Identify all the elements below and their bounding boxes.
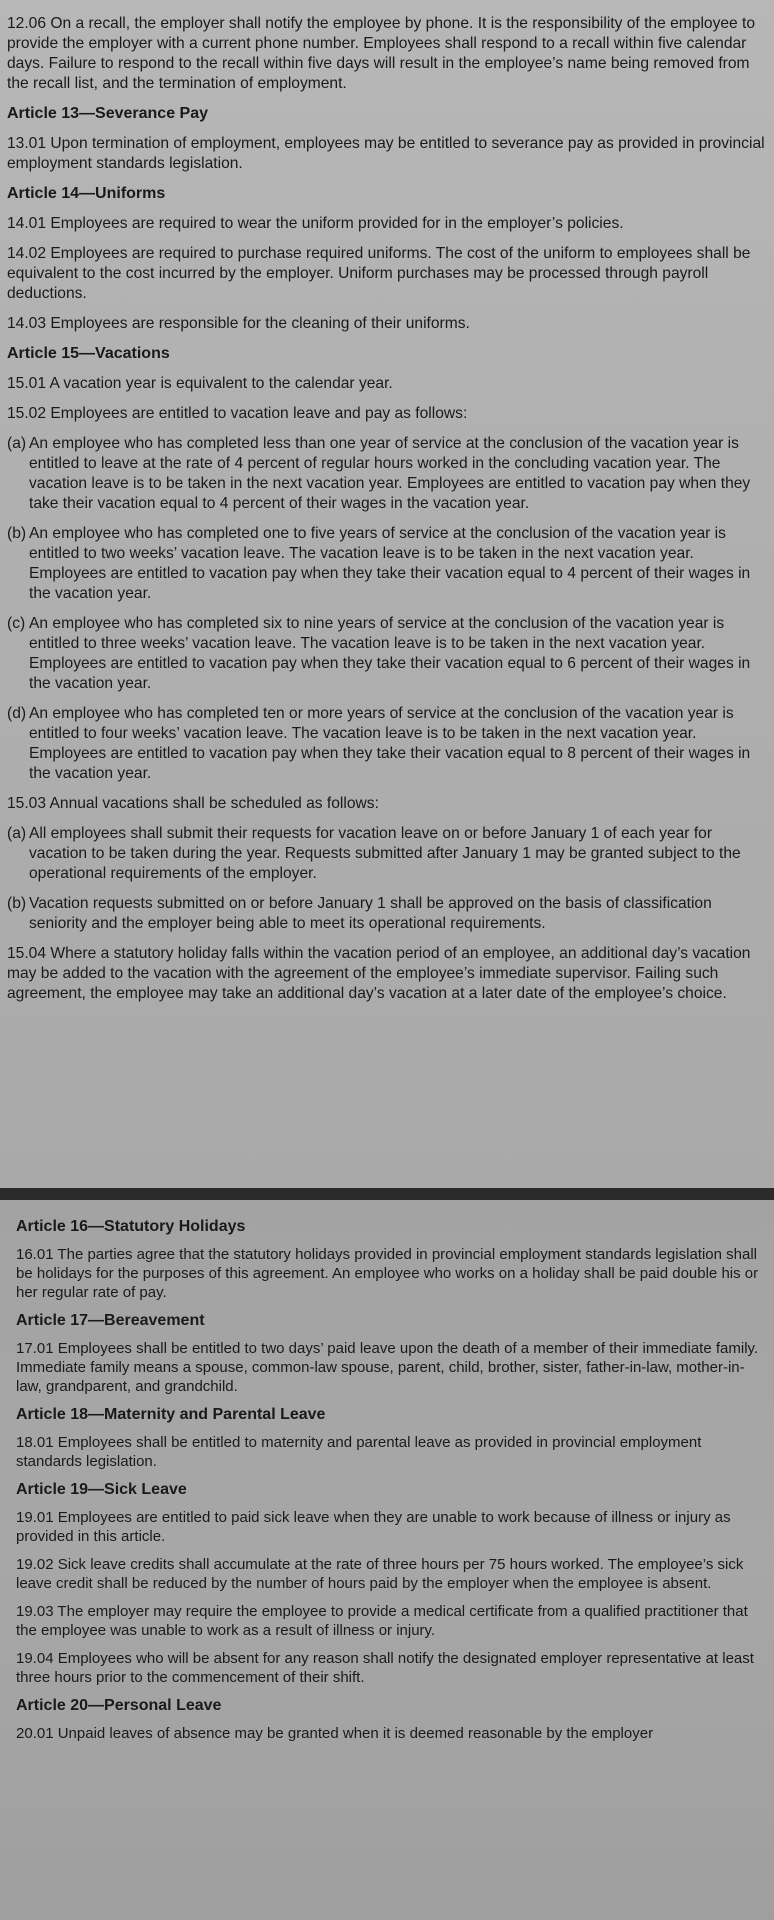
clause-paragraph: 20.01 Unpaid leaves of absence may be granted when it is deemed reasonable by the employer — [16, 1725, 654, 1742]
list-item-text: An employee who has completed less than one year of service at the conclusion of the vacation year is entitled to leave at the rate of 4 percent of regular hours worked in the concluding vacation year. The vacation leave is to be taken in the next vacation year. Employees are entitled to vacation pay when they take their vacation equal to 4 percent of their wages in the vacation year. — [29, 435, 751, 512]
article-heading: Article 20—Personal Leave — [16, 1697, 222, 1714]
article-heading: Article 17—Bereavement — [16, 1312, 205, 1329]
list-item-text: An employee who has completed one to five years of service at the conclusion of the vacation year is entitled to two weeks’ vacation leave. The vacation leave is to be taken in the next vacation year. Employees are entitled to vacation pay when they take their vacation equal to 4 percent of their wages in the vacation year. — [29, 525, 751, 602]
clause-paragraph: 12.06 On a recall, the employer shall notify the employee by phone. It is the responsibility of the employee to provide the employer with a current phone number. Employees shall respond to a recall within five calendar days. Failure to respond to the recall within five days will result in the employee’s name being removed from the recall list, and the termination of employment. — [7, 15, 756, 92]
document-page-2 — [0, 1200, 774, 1920]
list-item-label: (b) — [7, 525, 27, 542]
clause-paragraph: 19.04 Employees who will be absent for any reason shall notify the designated employer representative at least three hours prior to the commencement of their shift. — [16, 1650, 754, 1686]
list-item — [7, 614, 770, 694]
article-heading: Article 13—Severance Pay — [7, 105, 209, 122]
clause-paragraph: 15.04 Where a statutory holiday falls within the vacation period of an employee, an additional day’s vacation may be added to the vacation with the agreement of the employee’s immediate supervisor. Failing such agreement, the employee may take an additional day’s vacation at a later date of the employee’s choice. — [7, 945, 751, 1002]
article-heading: Article 19—Sick Leave — [16, 1481, 187, 1498]
clause-paragraph: 19.03 The employer may require the employee to provide a medical certificate from a qualified practitioner that the employee was unable to work as a result of illness or injury. — [16, 1603, 748, 1639]
list-item-text: All employees shall submit their requests for vacation leave on or before January 1 of each year for vacation to be taken during the year. Requests submitted after January 1 may be granted subject to the operational requirements of the employer. — [29, 825, 741, 882]
list-item-label: (d) — [7, 705, 27, 722]
clause-paragraph: 13.01 Upon termination of employment, employees may be entitled to severance pay as provided in provincial employment standards legislation. — [7, 135, 765, 172]
list-item-label: (a) — [7, 825, 27, 842]
article-heading: Article 14—Uniforms — [7, 185, 166, 202]
clause-paragraph: 14.03 Employees are responsible for the cleaning of their uniforms. — [7, 315, 470, 332]
list-item-text: An employee who has completed ten or more years of service at the conclusion of the vacation year is entitled to four weeks’ vacation leave. The vacation leave is to be taken in the next vacation year. Employees are entitled to vacation pay when they take their vacation equal to 8 percent of their wages in the vacation year. — [29, 705, 751, 782]
list-item-label: (c) — [7, 615, 26, 632]
clause-paragraph: 14.02 Employees are required to purchase required uniforms. The cost of the uniform to employees shall be equivalent to the cost incurred by the employer. Uniform purchases may be processed through payroll deductions. — [7, 245, 751, 302]
page-separator — [0, 1188, 774, 1200]
list-item — [7, 704, 770, 784]
list-item — [7, 894, 770, 934]
clause-paragraph: 18.01 Employees shall be entitled to maternity and parental leave as provided in provincial employment standards legislation. — [16, 1434, 702, 1470]
article-heading: Article 15—Vacations — [7, 345, 170, 362]
list-item — [7, 524, 770, 604]
list-item-text: An employee who has completed six to nine years of service at the conclusion of the vacation year is entitled to three weeks’ vacation leave. The vacation leave is to be taken in the next vacation year. Employees are entitled to vacation pay when they take their vacation equal to 6 percent of their wages in the vacation year. — [29, 615, 751, 692]
list-item — [7, 824, 770, 884]
clause-paragraph: 14.01 Employees are required to wear the uniform provided for in the employer’s policies. — [7, 215, 624, 232]
clause-paragraph: 15.03 Annual vacations shall be scheduled as follows: — [7, 795, 379, 812]
list-item-label: (a) — [7, 435, 27, 452]
article-heading: Article 16—Statutory Holidays — [16, 1218, 246, 1235]
list-item — [7, 434, 770, 514]
clause-paragraph: 19.01 Employees are entitled to paid sick leave when they are unable to work because of illness or injury as provided in this article. — [16, 1509, 731, 1545]
clause-paragraph: 19.02 Sick leave credits shall accumulate at the rate of three hours per 75 hours worked. The employee’s sick leave credit shall be reduced by the number of hours paid by the employer when the employee is absent. — [16, 1556, 744, 1592]
list-item-text: Vacation requests submitted on or before January 1 shall be approved on the basis of classification seniority and the employer being able to meet its operational requirements. — [29, 895, 712, 932]
clause-paragraph: 15.02 Employees are entitled to vacation leave and pay as follows: — [7, 405, 468, 422]
clause-paragraph: 17.01 Employees shall be entitled to two days’ paid leave upon the death of a member of their immediate family. Immediate family means a spouse, common-law spouse, parent, child, brother, sister, father-in-law, mother-in-law, grandparent, and grandchild. — [16, 1340, 759, 1395]
clause-paragraph: 16.01 The parties agree that the statutory holidays provided in provincial employment standards legislation shall be holidays for the purposes of this agreement. An employee who works on a holiday shall be paid double his or her regular rate of pay. — [16, 1246, 759, 1301]
article-heading: Article 18—Maternity and Parental Leave — [16, 1406, 326, 1423]
list-item-label: (b) — [7, 895, 27, 912]
clause-paragraph: 15.01 A vacation year is equivalent to the calendar year. — [7, 375, 393, 392]
